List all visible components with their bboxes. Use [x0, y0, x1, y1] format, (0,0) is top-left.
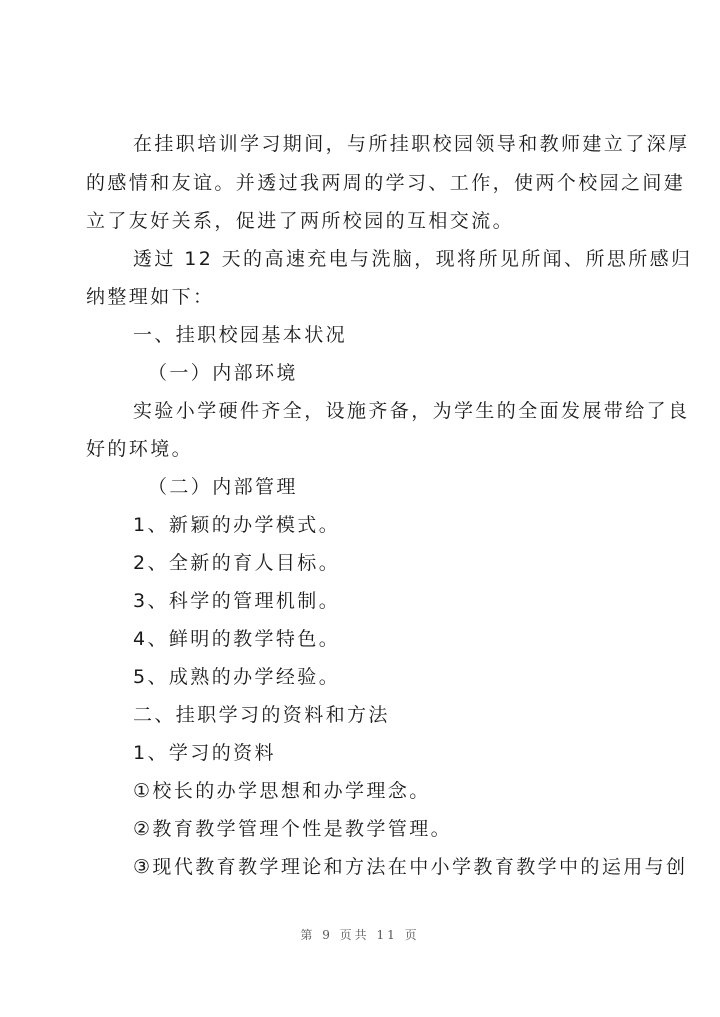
management-item: 4、鲜明的教学特色。 — [133, 628, 341, 650]
page-footer: 第 9 页共 11 页 — [300, 928, 420, 942]
subsection-heading-study-materials: 1、学习的资料 — [133, 742, 276, 764]
study-item: ①校长的办学思想和办学理念。 — [133, 780, 431, 802]
subsection-heading-internal-environment: （一）内部环境 — [148, 362, 298, 384]
study-item: ③现代教育教学理论和方法在中小学教育教学中的运用与创 — [133, 856, 688, 878]
section-heading-2: 二、挂职学习的资料和方法 — [133, 704, 390, 726]
paragraph-2-line-2: 纳整理如下： — [86, 286, 215, 308]
management-item: 3、科学的管理机制。 — [133, 590, 341, 612]
management-item: 2、全新的育人目标。 — [133, 552, 341, 574]
section-heading-1: 一、挂职校园基本状况 — [133, 324, 348, 346]
subsection-heading-internal-management: （二）内部管理 — [148, 476, 298, 498]
management-item: 5、成熟的办学经验。 — [133, 666, 341, 688]
paragraph-1-line-3: 立了友好关系，促进了两所校园的互相交流。 — [86, 210, 515, 232]
study-item: ②教育教学管理个性是教学管理。 — [133, 818, 453, 840]
paragraph-1-line-1: 在挂职培训学习期间，与所挂职校园领导和教师建立了深厚 — [133, 133, 690, 155]
paragraph-1-line-2: 的感情和友谊。并透过我两周的学习、工作，使两个校园之间建 — [86, 172, 686, 194]
management-item: 1、新颖的办学模式。 — [133, 514, 341, 536]
paragraph-2-line-1: 透过 12 天的高速充电与洗脑，现将所见所闻、所思所感归 — [133, 248, 693, 270]
environment-line-2: 好的环境。 — [86, 438, 194, 460]
environment-line-1: 实验小学硬件齐全，设施齐备，为学生的全面发展带给了良 — [133, 400, 690, 422]
